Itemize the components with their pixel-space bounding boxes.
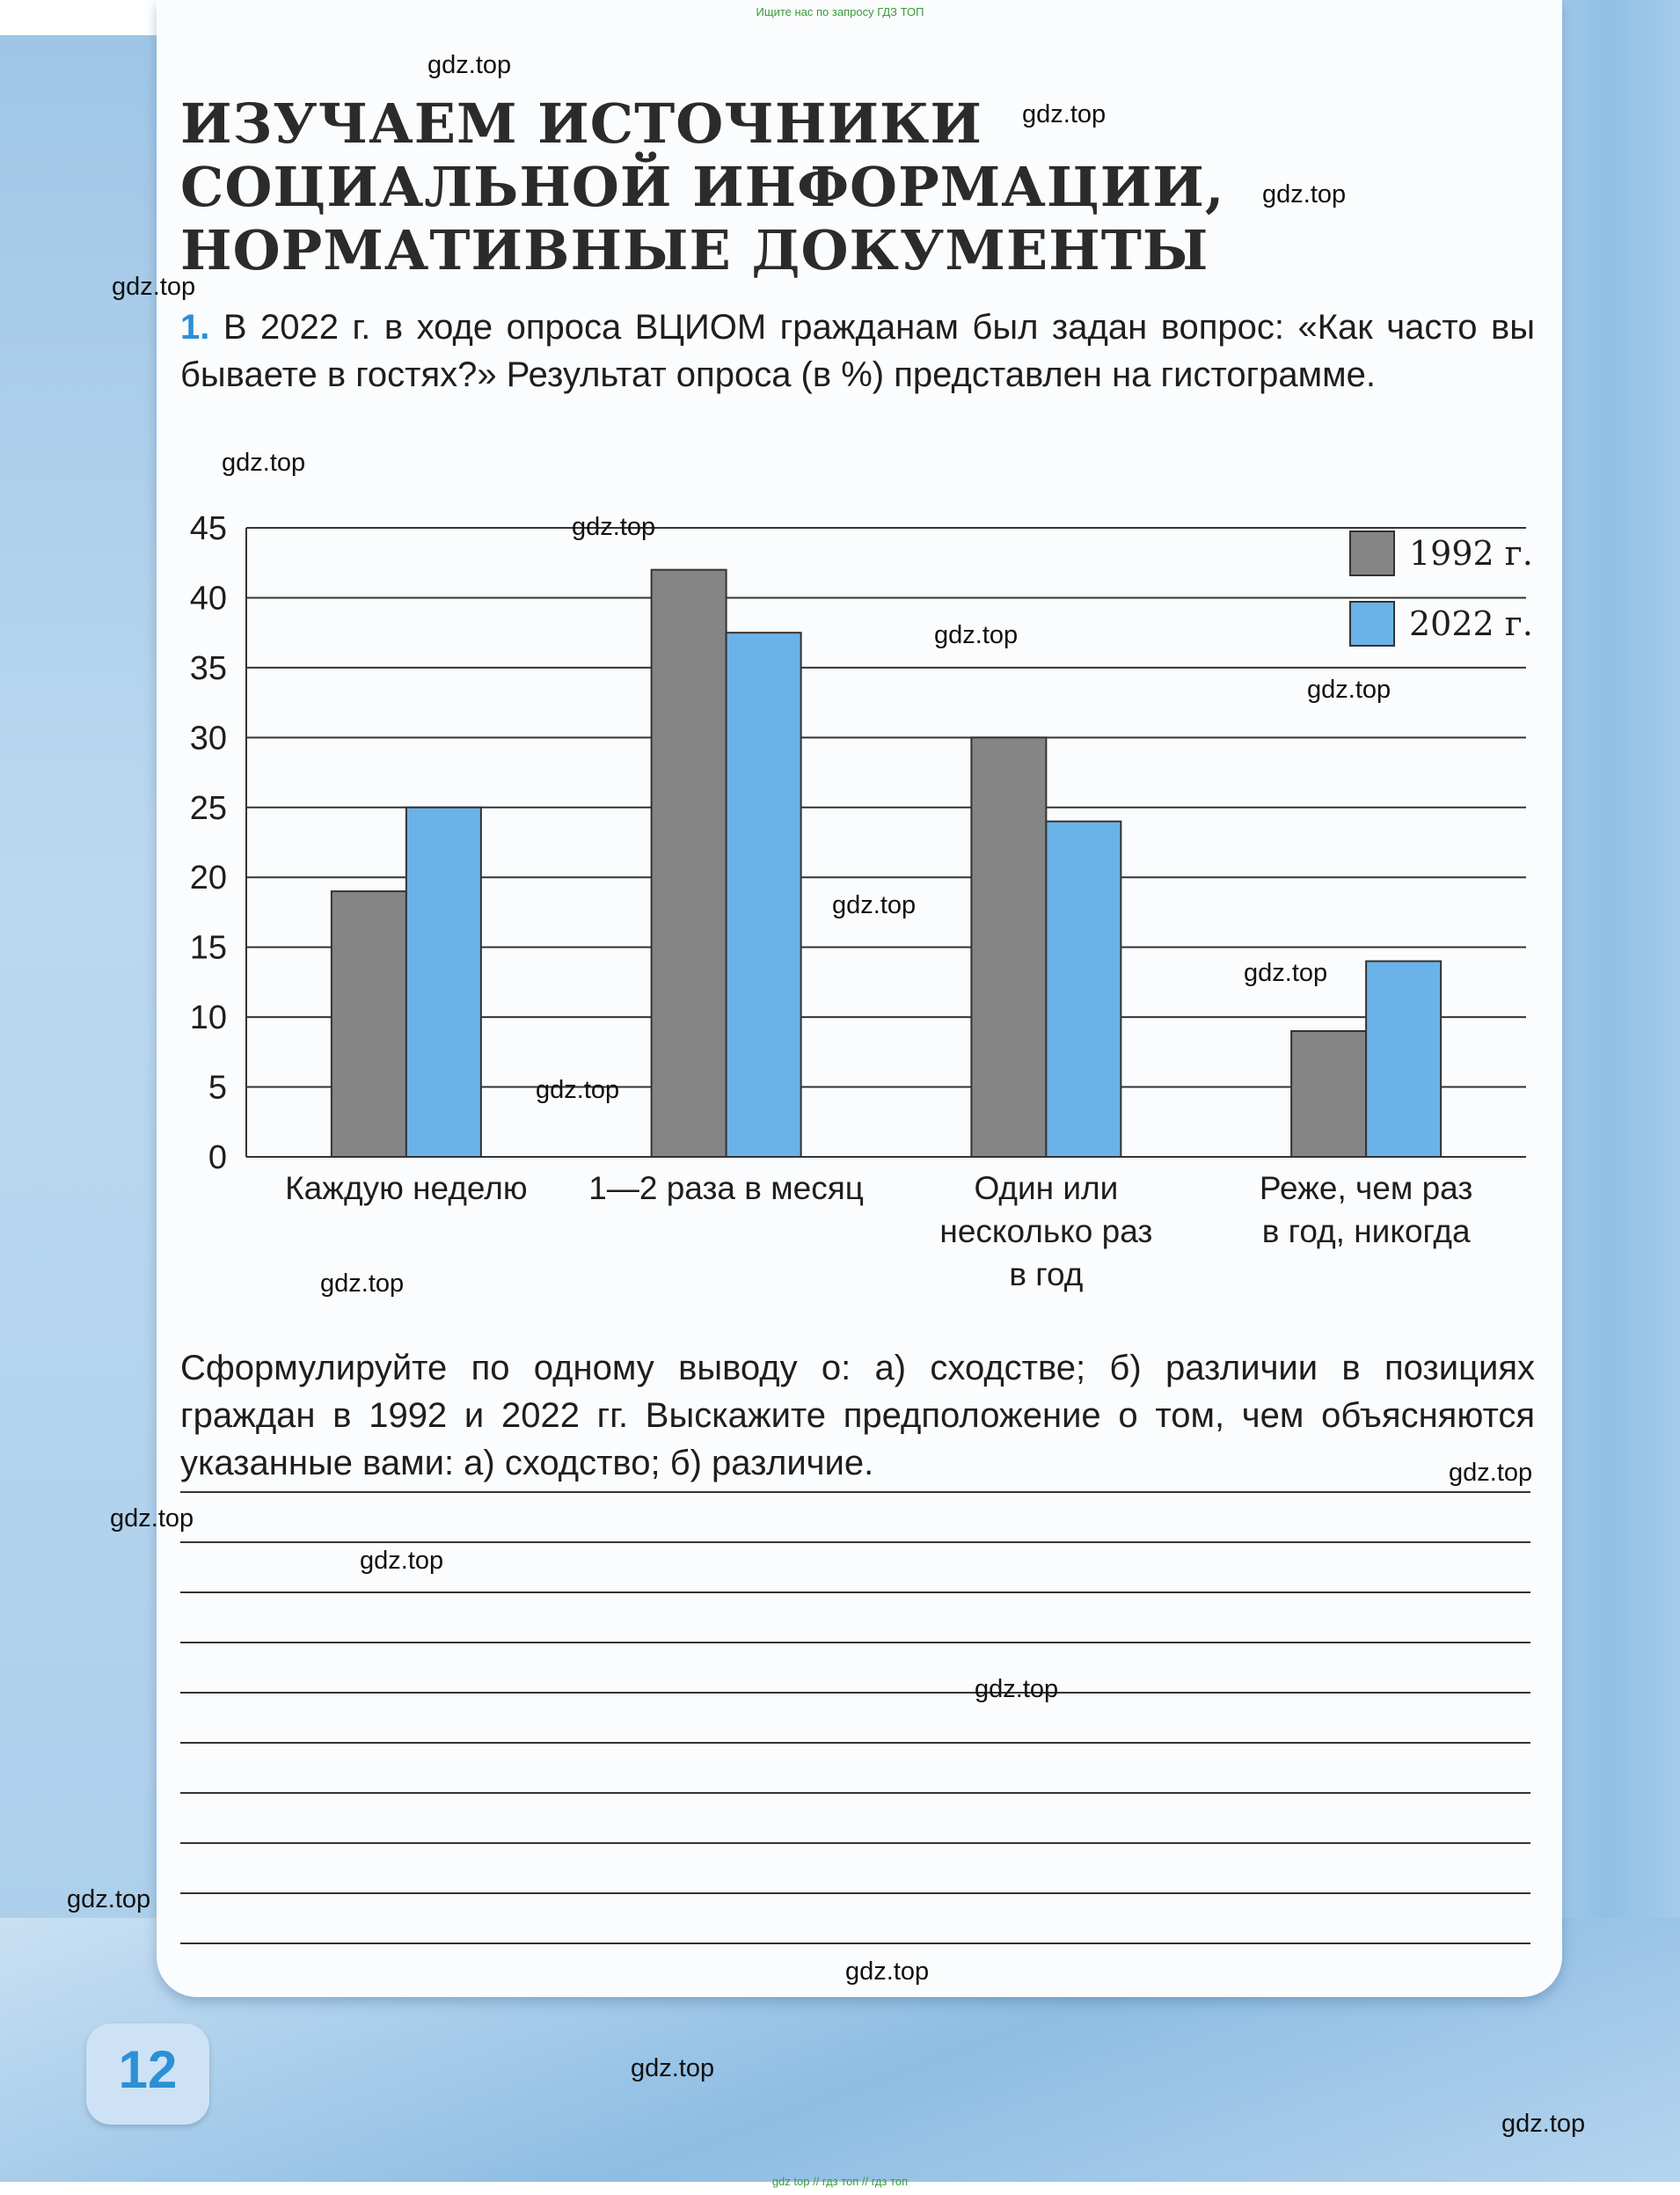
x-category-label: Один или	[974, 1170, 1119, 1206]
y-tick-label: 0	[208, 1139, 227, 1176]
task-text: В 2022 г. в ходе опроса ВЦИОМ гражданам был задан вопрос: «Как часто вы бываете в гостях?» Результат опроса (в %) представлен на гистограмме.	[180, 308, 1535, 394]
top-note: Ищите нас по запросу ГДЗ ТОП	[756, 5, 924, 18]
x-category-label: в год, никогда	[1261, 1213, 1471, 1249]
watermark: gdz.top	[112, 273, 196, 301]
y-tick-label: 40	[189, 580, 227, 618]
y-tick-label: 15	[189, 929, 227, 967]
y-tick-label: 20	[189, 860, 227, 897]
answer-line[interactable]	[180, 1792, 1530, 1794]
watermark: gdz.top	[572, 513, 656, 541]
task-number: 1.	[180, 308, 210, 347]
bottom-note: gdz top // гдз топ // гдз топ	[771, 2175, 909, 2188]
watermark: gdz.top	[1307, 676, 1391, 704]
watermark: gdz.top	[110, 1504, 194, 1533]
legend-swatch-1992	[1350, 531, 1394, 575]
watermark: gdz.top	[832, 891, 917, 919]
legend-label-1992: 1992 г.	[1409, 534, 1533, 573]
y-tick-label: 45	[189, 510, 227, 547]
x-category-label: 1—2 раза в месяц	[588, 1170, 864, 1206]
answer-line[interactable]	[180, 1692, 1530, 1694]
watermark: gdz.top	[67, 1885, 151, 1913]
bar-1992	[652, 570, 727, 1157]
x-category-label: Реже, чем раз	[1259, 1170, 1473, 1206]
watermark: gdz.top	[536, 1076, 620, 1104]
y-tick-label: 30	[189, 720, 227, 757]
bar-2022	[406, 808, 481, 1157]
bar-1992	[332, 891, 406, 1157]
watermark: gdz.top	[845, 1957, 930, 1986]
task-question: Сформулируйте по одному выводу о: а) сходстве; б) различии в позициях граждан в 1992 и 2022 гг. Выскажите предположение о том, чем объясняются указанные вами: а) сходство; б) различие.	[180, 1349, 1535, 1482]
y-tick-label: 10	[189, 999, 227, 1037]
answer-line[interactable]	[180, 1943, 1530, 1944]
bar-1992	[1291, 1031, 1366, 1157]
bar-1992	[971, 737, 1046, 1157]
answer-line[interactable]	[180, 1541, 1530, 1543]
legend-label-2022: 2022 г.	[1409, 604, 1533, 643]
page-number: 12	[118, 2040, 178, 2099]
title-line-3: НОРМАТИВНЫЕ ДОКУМЕНТЫ	[180, 218, 1209, 282]
watermark: gdz.top	[975, 1675, 1059, 1703]
y-tick-label: 25	[189, 789, 227, 827]
watermark: gdz.top	[1449, 1459, 1533, 1487]
watermark: gdz.top	[320, 1269, 405, 1298]
legend-swatch-2022	[1350, 602, 1394, 646]
answer-line[interactable]	[180, 1591, 1530, 1593]
watermark: gdz.top	[1244, 959, 1328, 987]
x-category-label: в год	[1009, 1256, 1084, 1292]
watermark: gdz.top	[934, 621, 1019, 649]
bar-2022	[1366, 962, 1441, 1157]
watermark: gdz.top	[1022, 100, 1107, 128]
watermark: gdz.top	[222, 449, 306, 477]
watermark: gdz.top	[631, 2054, 715, 2082]
y-tick-label: 5	[208, 1069, 227, 1107]
title-line-2: СОЦИАЛЬНОЙ ИНФОРМАЦИИ,	[180, 155, 1225, 219]
bar-2022	[727, 633, 801, 1157]
y-tick-label: 35	[189, 649, 227, 687]
bar-2022	[1046, 822, 1121, 1157]
x-category-label: Каждую неделю	[285, 1170, 528, 1206]
answer-line[interactable]	[180, 1892, 1530, 1894]
x-category-label: несколько раз	[939, 1213, 1153, 1249]
watermark: gdz.top	[427, 51, 512, 79]
watermark: gdz.top	[1501, 2110, 1586, 2138]
answer-line[interactable]	[180, 1491, 1530, 1493]
watermark: gdz.top	[1262, 180, 1347, 209]
task-paragraph	[180, 304, 1535, 399]
answer-line[interactable]	[180, 1642, 1530, 1643]
answer-line[interactable]	[180, 1742, 1530, 1744]
answer-line[interactable]	[180, 1842, 1530, 1844]
watermark: gdz.top	[360, 1547, 444, 1575]
title-line-1: ИЗУЧАЕМ ИСТОЧНИКИ	[180, 91, 983, 156]
